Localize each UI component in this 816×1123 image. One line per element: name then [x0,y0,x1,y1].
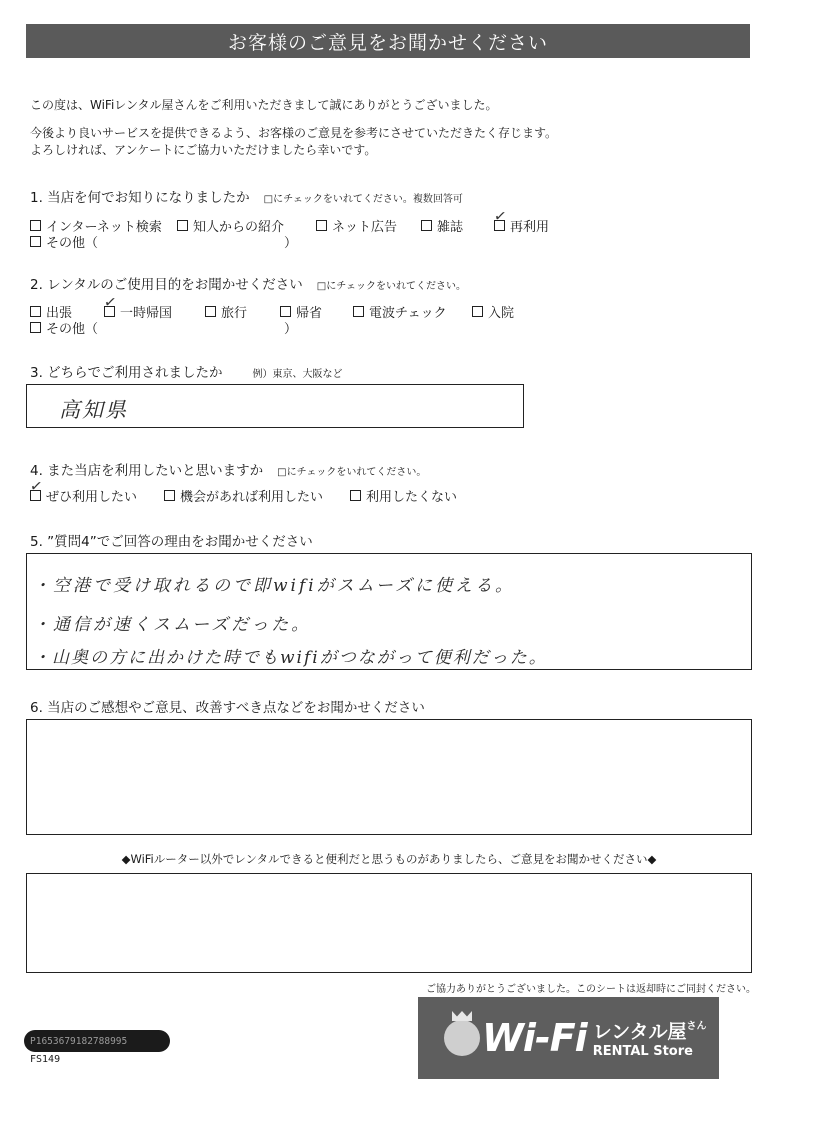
checkbox[interactable] [205,306,216,317]
q1-option-referral[interactable]: 知人からの紹介 [177,216,284,235]
q2-option-travel[interactable]: 旅行 [205,302,247,321]
checkbox[interactable] [353,306,364,317]
intro-line-3: よろしければ、アンケートにご協力いただけましたら幸いです。 [30,143,377,157]
q3-heading [30,361,343,381]
checkmark-icon: ✓ [28,476,44,496]
q4-note: □にチェックをいれてください。 [277,467,427,478]
q5-answer-box[interactable] [26,553,752,670]
q2-heading [30,273,466,293]
logo-jp-text: レンタル屋$^{さん}$ [592,1021,707,1043]
intro-line-1: この度は、WiFiレンタル屋さんをご利用いただきまして誠にありがとうございました。 [30,98,498,112]
checkbox-checked[interactable] [28,476,44,501]
checkbox[interactable] [164,490,175,501]
q4-option-definitely[interactable]: ✓ ぜひ利用したい [28,476,138,505]
q6-answer-box[interactable] [26,719,752,835]
q3-note: 例）東京、大阪など [252,369,343,380]
checkbox[interactable] [30,220,41,231]
q4-option-no[interactable]: 利用したくない [350,486,457,505]
q3-title: 3. どちらでご利用されましたか [30,365,223,381]
checkbox[interactable] [280,306,291,317]
q2-option-homecoming[interactable]: 帰省 [280,302,322,321]
q1-note: □にチェックをいれてください。複数回答可 [263,194,463,205]
barcode-label [24,1030,170,1052]
q7-answer-box[interactable] [26,873,752,973]
checkbox[interactable] [316,220,327,231]
checkbox[interactable] [30,322,41,333]
logo-en-text: RENTAL Store [592,1044,693,1059]
q3-answer-handwritten: 高知県 [59,398,128,422]
q7-title: ◆WiFiルーター以外でレンタルできると便利だと思うものがありましたら、ご意見をお聞かせください◆ [121,852,657,866]
q2-title: 2. レンタルのご使用目的をお聞かせください [30,277,303,293]
q1-option-other[interactable]: その他（ [30,232,98,251]
q4-option-if-chance[interactable]: 機会があれば利用したい [164,486,323,505]
barcode-text: P1653679182788995 [30,1035,128,1047]
q5-answer-line-2: ・通信が速くスムーズだった。 [33,615,312,635]
q1-option-search[interactable]: インターネット検索 [30,216,162,235]
form-code: FS149 [30,1054,61,1065]
checkbox-checked[interactable] [492,206,508,231]
page-title: お客様のご意見をお聞かせください [26,24,750,58]
q2-note: □にチェックをいれてください。 [316,281,466,292]
footer-thanks: ご協力ありがとうございました。このシートは返却時にご同封ください。 [426,984,756,995]
q4-title: 4. また当店を利用したいと思いますか [30,463,264,479]
checkbox[interactable] [421,220,432,231]
checkbox[interactable] [472,306,483,317]
q5-title: 5. ”質問4”でご回答の理由をお聞かせください [30,534,313,550]
q1-option-reuse[interactable]: ✓ 再利用 [492,206,550,235]
logo-text-group [593,1017,707,1059]
checkbox[interactable] [350,490,361,501]
q2-option-business[interactable]: 出張 [30,302,72,321]
q2-option-other[interactable]: その他（ [30,318,98,337]
q5-answer-line-3: ・山奥の方に出かけた時でもwifiがつながって便利だった。 [33,648,548,668]
checkmark-icon: ✓ [492,206,508,226]
q5-answer-line-1: ・空港で受け取れるので即wifiがスムーズに使える。 [33,576,516,596]
q1-option-net-ad[interactable]: ネット広告 [316,216,397,235]
q2-other-close: ） [284,322,298,337]
q4-heading [30,459,426,479]
q2-option-signal-check[interactable]: 電波チェック [353,302,447,321]
q1-other-close: ） [284,236,298,251]
q3-answer-box[interactable] [26,384,524,428]
checkbox-checked[interactable] [102,292,118,317]
checkbox[interactable] [177,220,188,231]
q1-title: 1. 当店を何でお知りになりましたか [30,190,250,206]
checkbox[interactable] [30,306,41,317]
checkmark-icon: ✓ [102,292,118,312]
brand-logo [418,997,719,1079]
checkbox[interactable] [30,236,41,247]
mascot-crown-icon [444,1020,480,1056]
q6-title: 6. 当店のご感想やご意見、改善すべき点などをお聞かせください [30,700,425,716]
q1-option-magazine[interactable]: 雑誌 [421,216,463,235]
intro-line-2: 今後より良いサービスを提供できるよう、お客様のご意見を参考にさせていただきたく存じます。 [30,126,558,140]
q2-option-hospital[interactable]: 入院 [472,302,514,321]
q2-option-temp-return[interactable]: ✓ 一時帰国 [102,292,173,321]
q1-heading [30,186,463,206]
logo-wifi-text: Wi-Fi [482,1016,587,1060]
